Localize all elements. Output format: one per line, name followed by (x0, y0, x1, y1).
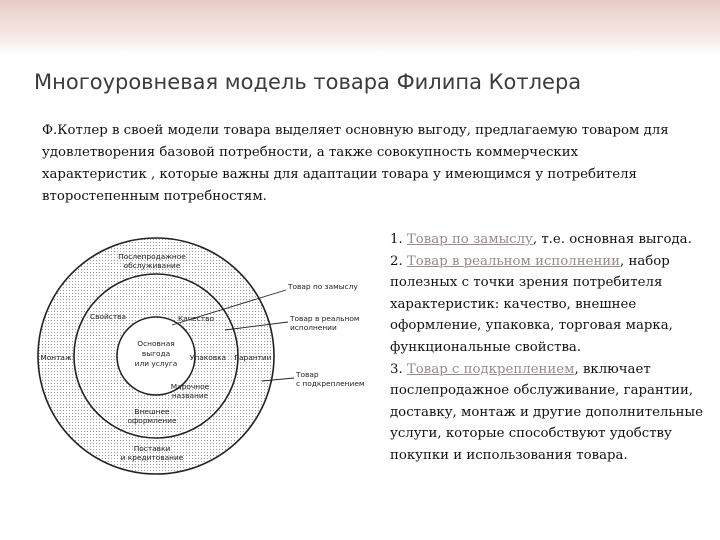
outer-label-aftersales-2: обслуживание (123, 261, 181, 270)
middle-label-properties: Свойства (89, 312, 127, 321)
list-item-2 (390, 251, 715, 359)
outer-label-installation: Монтаж (40, 353, 72, 362)
core-label-1: Основная (137, 339, 175, 348)
middle-label-brand-1: Марочное (170, 382, 210, 391)
callout-actual-2: исполнении (290, 323, 337, 332)
list-item-3-text: , включает послепродажное обслуживание, гарантии, доставку, монтаж и другие дополнительные услуги, которые способствуют удобству покупки и использования товара. (390, 361, 703, 463)
product-levels-list (390, 229, 715, 467)
middle-label-design-1: Внешнее (134, 407, 170, 416)
link-actual-product[interactable]: Товар в реальном исполнении (406, 253, 621, 269)
list-item-1 (390, 229, 715, 251)
middle-label-brand-2: название (171, 391, 209, 400)
list-number-2: 2. (390, 253, 403, 269)
list-item-3 (390, 359, 715, 467)
link-product-concept[interactable]: Товар по замыслу (406, 232, 533, 247)
list-item-2-text: , набор полезных с точки зрения потребителя характеристик: качество, внешнее оформление, упаковка, торговая марка, функциональные свойства. (390, 253, 673, 355)
outer-label-warranty: Гарантии (234, 353, 272, 362)
callout-augmented-2: с подкреплением (296, 379, 365, 388)
callout-concept: Товар по замыслу (288, 282, 358, 291)
header-banner (0, 0, 720, 60)
slide-title: Многоуровневая модель товара Филипа Котлера (34, 70, 582, 94)
callout-augmented-1: Товар (296, 370, 319, 379)
outer-label-delivery-2: и кредитование (120, 453, 184, 462)
list-item-1-text: , т.е. основная выгода. (532, 232, 692, 247)
outer-label-delivery-1: Поставки (133, 444, 171, 453)
outer-label-aftersales-1: Послепродажное (118, 252, 186, 261)
link-augmented-product[interactable]: Товар с подкреплением (406, 361, 575, 377)
callout-actual-1: Товар в реальном (290, 314, 360, 323)
kotler-product-levels-diagram (32, 232, 377, 536)
intro-paragraph: Ф.Котлер в своей модели товара выделяет основную выгоду, предлагаемую товаром для удовлетворения базовой потребности, а также совокупность коммерческих характеристик , которые важны для адаптации товара у имеющимся у потребителя второстепенным потребностям. (42, 123, 669, 204)
middle-label-package: Упаковка (189, 353, 227, 362)
middle-label-quality: Качество (178, 314, 214, 323)
middle-label-design-2: оформление (127, 416, 177, 425)
list-number-3: 3. (390, 361, 403, 377)
list-number-1: 1. (390, 232, 403, 247)
core-label-2: выгода (141, 349, 171, 358)
core-label-3: или услуга (134, 359, 178, 368)
